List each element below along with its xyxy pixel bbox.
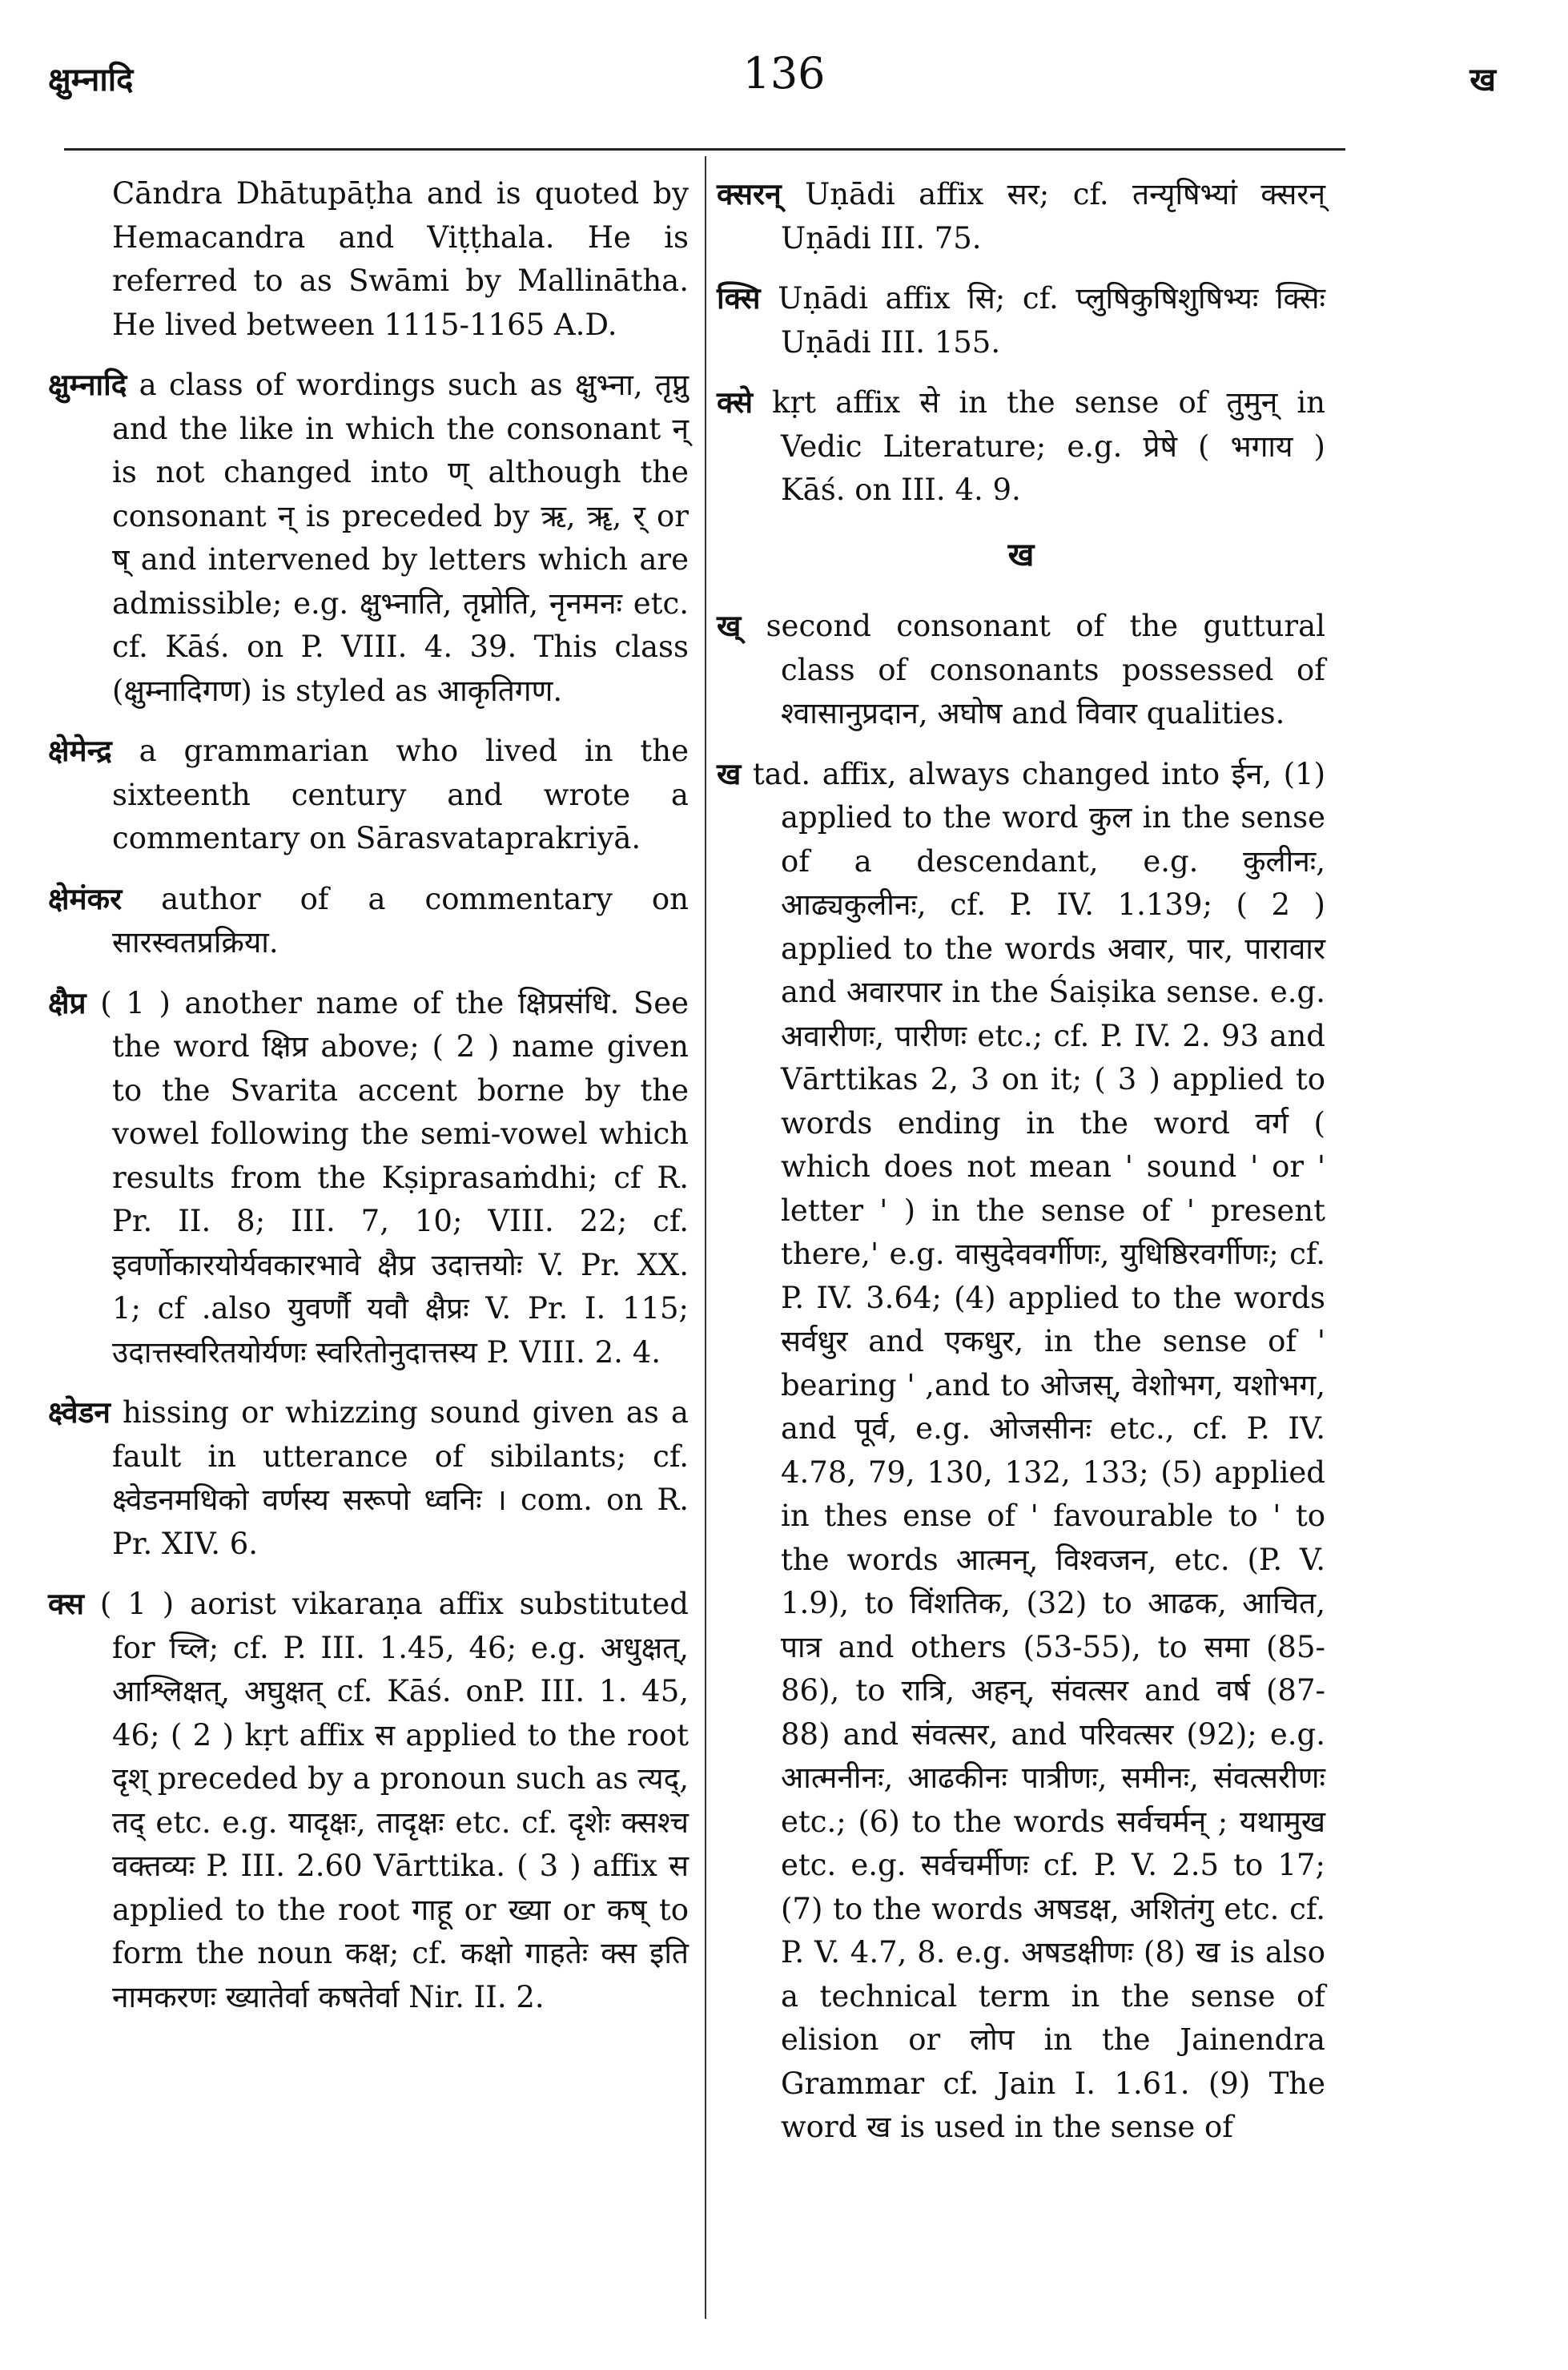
dictionary-entry bbox=[48, 1390, 689, 1566]
dictionary-entry bbox=[48, 363, 689, 713]
dictionary-entry bbox=[717, 604, 1325, 736]
entry-text: hissing or whizzing sound given as a fault in utterance of sibilants; cf. क्ष्वेडनमधिको वर्णस्य सरूपो ध्वनिः । com. on R. Pr. XIV. 6. bbox=[112, 1395, 689, 1561]
entry-headword: क्षेमंकर bbox=[48, 880, 123, 916]
dictionary-entry bbox=[717, 752, 1325, 2150]
dictionary-entry bbox=[48, 981, 689, 1375]
entry-headword: क्से bbox=[717, 384, 753, 420]
dictionary-entry bbox=[48, 877, 689, 965]
entry-headword: ख bbox=[717, 755, 742, 791]
dictionary-entry bbox=[48, 1582, 689, 2019]
page-number: 136 bbox=[742, 48, 826, 99]
right-column bbox=[717, 172, 1325, 2166]
entry-headword: क्षुम्नादि bbox=[48, 367, 127, 402]
entry-headword: ख् bbox=[717, 608, 742, 643]
running-head-left: क्षुम्नादि bbox=[48, 61, 134, 99]
header-rule bbox=[64, 148, 1345, 151]
section-letter-heading: ख bbox=[1007, 535, 1035, 573]
dictionary-entry bbox=[717, 172, 1325, 260]
entry-text: Cāndra Dhātupāṭha and is quoted by Hemacandra and Viṭṭhala. He is referred to as Swāmi by Mallinātha. He lived between 1115-1165 A.D. bbox=[112, 176, 689, 342]
entry-text: Uṇādi affix सि; cf. प्लुषिकुषिशुषिभ्यः क्सिः Uṇādi III. 155. bbox=[778, 281, 1325, 360]
entry-text: kṛt affix से in the sense of तुमुन् in Vedic Literature; e.g. प्रेषे ( भगाय ) Kāś. on III. 4. 9. bbox=[772, 385, 1325, 507]
entry-headword: क्षेमेन्द्र bbox=[48, 733, 112, 768]
entry-text: tad. affix, always changed into ईन, (1) applied to the word कुल in the sense of a descendant, e.g. कुलीनः, आढ्यकुलीनः, cf. P. IV. 1.139; ( 2 ) applied to the words अवार, पार, पारावार and अवारपार in the Śaiṣika sense. e.g. अवारीणः, पारीणः etc.; cf. P. IV. 2. 93 and Vārttikas 2, 3 on it; ( 3 ) applied to words ending in the word वर्ग ( which does not mean ' sound ' or ' letter ' ) in the sense of ' present there,' e.g. वासुदेववर्गीणः, युधिष्ठिरवर्गीणः; cf. P. IV. 3.64; (4) applied to the words सर्वधुर and एकधुर, in the sense of ' bearing ' ,and to ओजस्, वेशोभग, यशोभग, and पूर्व, e.g. ओजसीनः etc., cf. P. IV. 4.78, 79, 130, 132, 133; (5) applied in thes ense of ' favourable to ' to the words आत्मन्, विश्वजन, etc. (P. V. 1.9), to विंशतिक, (32) to आढक, आचित, पात्र and others (53-55), to समा (85-86), to रात्रि, अहन्, संवत्सर and वर्ष (87-88) and संवत्सर, and परिवत्सर (92); e.g. आत्मनीनः, आढकीनः पात्रीणः, समीनः, संवत्सरीणः etc.; (6) to the words सर्वचर्मन् ; यथामुख etc. e.g. सर्वचर्मीणः cf. P. V. 2.5 to 17; (7) to the words अषडक्ष, अशितंगु etc. cf. P. V. 4.7, 8. e.g. अषडक्षीणः (8) ख is also a technical term in the sense of elision or लोप in the Jainendra Grammar cf. Jain I. 1.61. (9) The word ख is used in the sense of bbox=[752, 756, 1326, 2144]
entry-text: ( 1 ) another name of the क्षिप्रसंधि. See the word क्षिप्र above; ( 2 ) name given to the Svarita accent borne by the vowel following the semi-vowel which results from the Kṣiprasaṁdhi; cf R. Pr. II. 8; III. 7, 10; VIII. 22; cf. इवर्णोकारयोर्यवकारभावे क्षैप्र उदात्तयोः V. Pr. XX. 1; cf .also युवर्णौ यवौ क्षैप्रः V. Pr. I. 115; उदात्तस्वरितयोर्यणः स्वरितोनुदात्तस्य P. VIII. 2. 4. bbox=[100, 985, 689, 1370]
running-head-right: ख bbox=[1469, 61, 1496, 99]
page-header bbox=[48, 48, 1520, 112]
column-divider bbox=[705, 156, 706, 2319]
entry-text: ( 1 ) aorist vikaraṇa affix substituted for च्लि; cf. P. III. 1.45, 46; e.g. अधुक्षत्, आश्लिक्षत्, अघुक्षत् cf. Kāś. onP. III. 1. 45, 46; ( 2 ) kṛt affix स applied to the root दृश् preceded by a pronoun such as त्यद्, तद् etc. e.g. यादृक्षः, तादृक्षः etc. cf. दृशेः क्सश्च वक्तव्यः P. III. 2.60 Vārttika. ( 3 ) affix स applied to the root गाहू or ख्या or कष् to form the noun कक्ष; cf. कक्षो गाहतेः क्स इति नामकरणः ख्यातेर्वा कषतेर्वा Nir. II. 2. bbox=[99, 1587, 689, 2014]
entry-headword: क्स bbox=[48, 1586, 84, 1621]
dictionary-entry bbox=[48, 729, 689, 861]
entry-headword: क्ष्वेडन bbox=[48, 1394, 111, 1430]
left-column bbox=[48, 172, 689, 2035]
entry-text: author of a commentary on सारस्वतप्रक्रिया. bbox=[112, 881, 689, 960]
entry-text: second consonant of the guttural class of consonants possessed of श्वासानुप्रदान, अघोष and विवार qualities. bbox=[766, 609, 1325, 730]
entry-text: Uṇādi affix सर; cf. तन्यृषिभ्यां क्सरन् Uṇādi III. 75. bbox=[781, 177, 1325, 256]
entry-headword: क्सि bbox=[717, 280, 761, 316]
entry-headword: क्सरन् bbox=[717, 176, 782, 211]
entry-text: a class of wordings such as क्षुभ्ना, तृप्नु and the like in which the consonant न् is not changed into ण् although the consonant न् is preceded by ऋ, ॠ, र् or ष् and intervened by letters which are admissible; e.g. क्षुभ्नाति, तृप्नोति, नृनमनः etc. cf. Kāś. on P. VIII. 4. 39. This class (क्षुम्नादिगण) is styled as आकृतिगण. bbox=[112, 368, 689, 708]
entry-headword: क्षैप्र bbox=[48, 984, 86, 1020]
dictionary-entry bbox=[717, 380, 1325, 513]
dictionary-entry bbox=[48, 172, 689, 347]
entry-text: a grammarian who lived in the sixteenth century and wrote a commentary on Sārasvataprakriyā. bbox=[112, 734, 689, 855]
dictionary-entry bbox=[717, 276, 1325, 364]
